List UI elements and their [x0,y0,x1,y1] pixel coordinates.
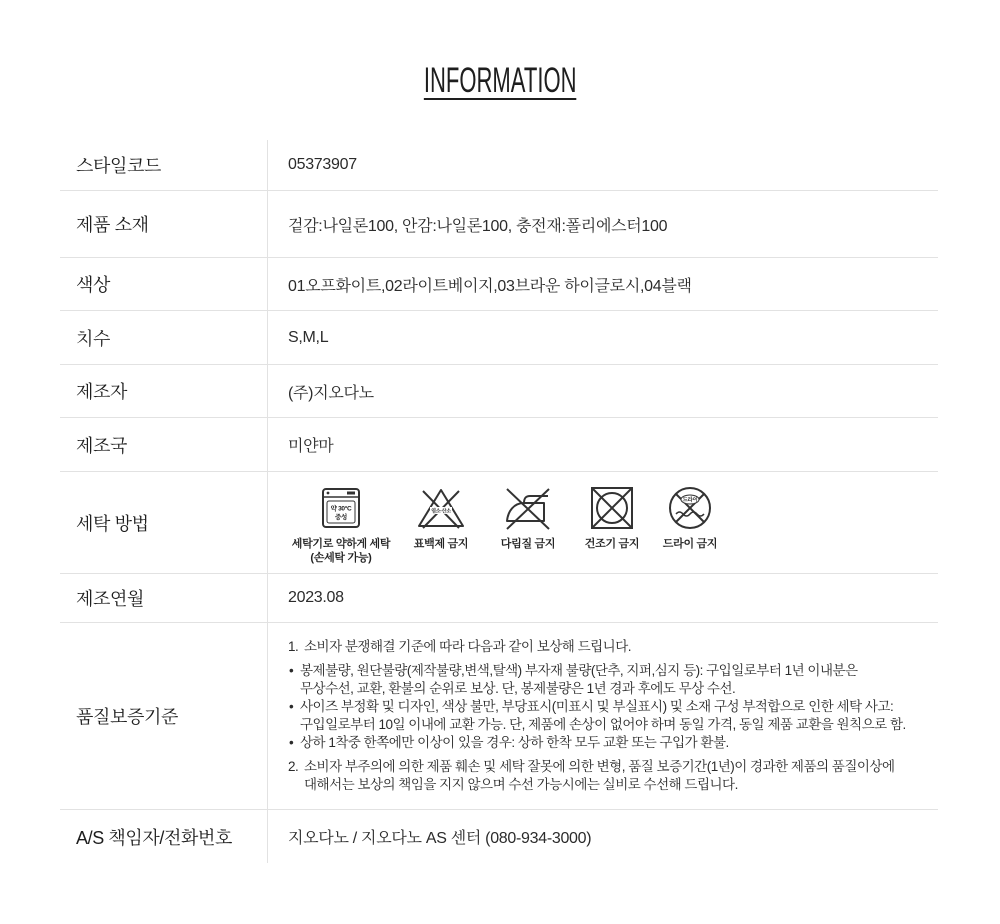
row-color [60,258,938,311]
row-laundry [60,472,938,574]
quality-item-1 [288,638,938,656]
row-manufacturer [60,365,938,418]
bullet-line: 무상수선, 교환, 환불의 순위로 보상. 단, 봉제불량은 1년 경과 후에도 무상 수선. [300,681,736,696]
no-dry-clean-icon [667,485,713,531]
row-size [60,311,938,365]
care-item-no-tumble-dry [572,485,652,551]
care-label: 드라이 금지 [662,538,718,550]
item-text: 소비자 분쟁해결 기준에 따라 다음과 같이 보상해 드립니다. [304,639,631,654]
quality-guarantee-text [267,623,938,809]
row-manufactured-date [60,574,938,623]
color-value: 01오프화이트,02라이트베이지,03브라운 하이글로시,04블랙 [267,258,938,310]
row-country [60,418,938,472]
laundry-icons [267,472,938,573]
country-value: 미얀마 [267,418,938,471]
bullet-mark: • [289,663,294,678]
item-number: 2. [288,759,299,774]
manufactured-date-value: 2023.08 [267,574,938,622]
style-code-label: 스타일코드 [76,156,161,176]
material-label: 제품 소재 [76,215,149,235]
list-item [288,734,938,752]
list-item [288,662,938,698]
bleach-symbol-text: 염소·산소 [431,508,451,515]
color-label: 색상 [76,275,110,295]
as-contact-value: 지오다노 / 지오다노 AS 센터 (080-934-3000) [267,810,938,863]
bullet-mark: • [289,699,294,714]
care-item-machine-wash [281,485,401,565]
care-label: 표백제 금지 [413,538,469,550]
size-value: S,M,L [267,311,938,364]
row-material [60,191,938,258]
bullet-line: 사이즈 부정확 및 디자인, 색상 불만, 부당표시(미표시 및 부실표시) 및 소재 구성 부적합으로 인한 세탁 사고: [300,699,894,714]
no-bleach-icon [416,486,466,530]
list-item [288,698,938,734]
no-iron-icon [502,485,554,531]
washing-machine-30c-icon [321,487,361,529]
care-item-no-iron [488,485,568,551]
size-label: 치수 [76,328,110,349]
quality-guarantee-label: 품질보증기준 [76,707,178,727]
page-title: INFORMATION [423,61,577,100]
row-as-contact [60,810,938,863]
care-label-line: 세탁기로 약하게 세탁 [291,538,391,550]
bullet-line: 봉제불량, 원단불량(제작불량,변색,탈색) 부자재 불량(단추, 지퍼,심지 등): 구입일로부터 1년 이내분은 [300,663,858,678]
title-area [0,61,1000,100]
wash-temperature-text: 약 30°C [330,505,352,513]
country-label: 제조국 [76,435,127,456]
item-line: 소비자 부주의에 의한 제품 훼손 및 세탁 잘못에 의한 변형, 품질 보증기간(1년)이 경과한 제품의 품질이상에 [304,759,895,774]
no-tumble-dry-icon [589,485,635,531]
care-label [292,537,390,565]
as-contact-label: A/S 책임자/전화번호 [76,827,232,848]
row-quality-guarantee [60,623,938,810]
product-information-table [60,140,938,863]
item-number: 1. [288,639,299,654]
dry-clean-symbol-text: 드라이 [682,497,698,504]
item-line: 대해서는 보상의 책임을 지지 않으며 수선 가능시에는 실비로 수선해 드립니다. [304,777,738,792]
care-label: 건조기 금지 [584,538,640,550]
bullet-line: 구입일로부터 10일 이내에 교환 가능. 단, 제품에 손상이 없어야 하며 동일 가격, 동일 제품 교환을 원칙으로 함. [300,717,906,732]
quality-item-2 [288,758,938,794]
bullet-mark: • [289,735,294,750]
care-item-no-bleach [401,485,481,551]
bullet-line: 상하 1착중 한쪽에만 이상이 있을 경우: 상하 한착 모두 교환 또는 구입가 환불. [300,735,729,750]
wash-detergent-text: 중성 [335,514,347,521]
care-label-line: (손세탁 가능) [310,552,372,564]
manufacturer-label: 제조자 [76,382,127,402]
care-item-no-dry-clean [650,485,730,551]
material-value: 겉감:나일론100, 안감:나일론100, 충전재:폴리에스터100 [267,191,938,257]
style-code-value: 05373907 [267,140,938,190]
row-style-code [60,140,938,191]
manufacturer-value: (주)지오다노 [267,365,938,417]
laundry-label: 세탁 방법 [76,513,149,534]
care-label: 다림질 금지 [500,538,556,550]
quality-bullet-list [288,662,938,752]
manufactured-date-label: 제조연월 [76,589,144,609]
